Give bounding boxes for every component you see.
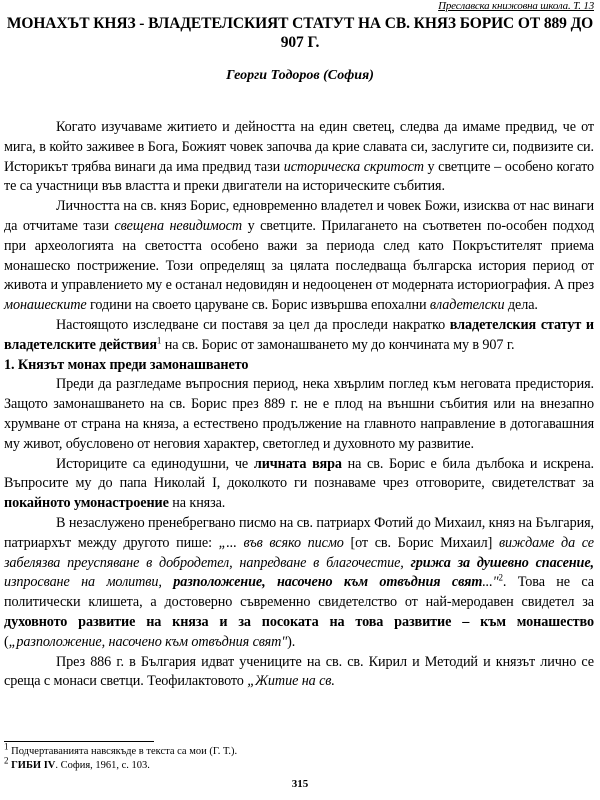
paragraph: В незаслужено пренебрегвано писмо на св. патриарх Фотий до Михаил, княз на България, патриархът между другото пише: „... във всяко писмо [от св. Борис Михаил] виждаме да се забелязва преуспяване в добродетел, напредване в благочестие, грижа за душевно спасение, изпросване на молитви, разположение, насочено към отвъдния свят..."$^2$. Това не са политически клишета, а достоверно съвременно свидетелство от най-меродавен свидетел за духовното развитие на княза и за посоката на това развитие – към монашество („разположение, насочено към отвъдния свят").	[4, 514, 595, 650]
running-head: Преславска книжовна школа. Т. 13	[438, 0, 594, 12]
footnote: $^1$ Подчертаванията навсякъде в текста са мои (Г. Т.).	[4, 741, 238, 757]
footnote-divider	[4, 741, 154, 742]
page-number: 315	[291, 778, 309, 790]
article-body	[4, 118, 594, 692]
footnote: $^2$ ГИБИ IV. София, 1961, с. 103.	[4, 755, 150, 771]
footnote-ref: 1	[156, 335, 162, 346]
author-line: Георги Тодоров (София)	[226, 68, 374, 83]
paragraph: През 886 г. в България идват учениците на св. св. Кирил и Методий и князът лично се среща с монаси светци. Теофилактовото „Житие на св.	[4, 653, 594, 690]
paragraph: Историците са единодушни, че личната вяра на св. Борис е била дълбока и искрена. Въпросите му до папа Николай I, доколкото ги познаваме чрез отговорите, свидетелстват за покайното умонастроение на княза.	[4, 455, 594, 512]
paragraph: Когато изучаваме житието и дейността на един светец, следва да имаме предвид, че от мига, в който заживее в Бога, Божият човек започва да крие славата си, заслугите си, подвизите си. Историкът трябва винаги да има предвид тази историческа скритост у светците – особено когато те са участници във властта и преки двигатели на историческите събития.	[4, 119, 594, 195]
section-heading: 1. Князът монах преди замонашването	[4, 356, 249, 373]
paragraph: Личността на св. княз Борис, едновременно владетел и човек Божи, изисква от нас винаги да отчитаме тази свещена невидимост у светците. Прилагането на съответен по-особен подход при археологията на светостта особено важи за периода след като Покръстителят приема монашеско пострижение. Този определящ за цялата последваща българска история период от живота и управлението му е останал недовидян и недооценен от модерната историография. А през монашеските години на своето царуване св. Борис извършва епохални владетелски дела.	[4, 198, 595, 314]
footnote-ref: 2	[498, 572, 503, 583]
paragraph: Настоящото изследване си поставя за цел да проследи накратко владетелския статут и владетелските действия$^1$ на св. Борис от замонашването му до кончината му в 907 г.	[4, 316, 594, 353]
article-title: МОНАХЪТ КНЯЗ - ВЛАДЕТЕЛСКИЯТ СТАТУТ НА СВ. КНЯЗ БОРИС ОТ 889 ДО 907 Г.	[6, 15, 594, 51]
paragraph: Преди да разгледаме въпросния период, нека хвърлим поглед към неговата предистория. Защото замонашването на св. Борис през 889 г. не е плод на външни събития или на внезапно хрумване от страна на княза, а естествено продължение на главното направление в дотогавашния му живот, обусловено от неговия характер, светоглед и духовното му развитие.	[4, 376, 594, 452]
footnotes	[4, 741, 238, 773]
